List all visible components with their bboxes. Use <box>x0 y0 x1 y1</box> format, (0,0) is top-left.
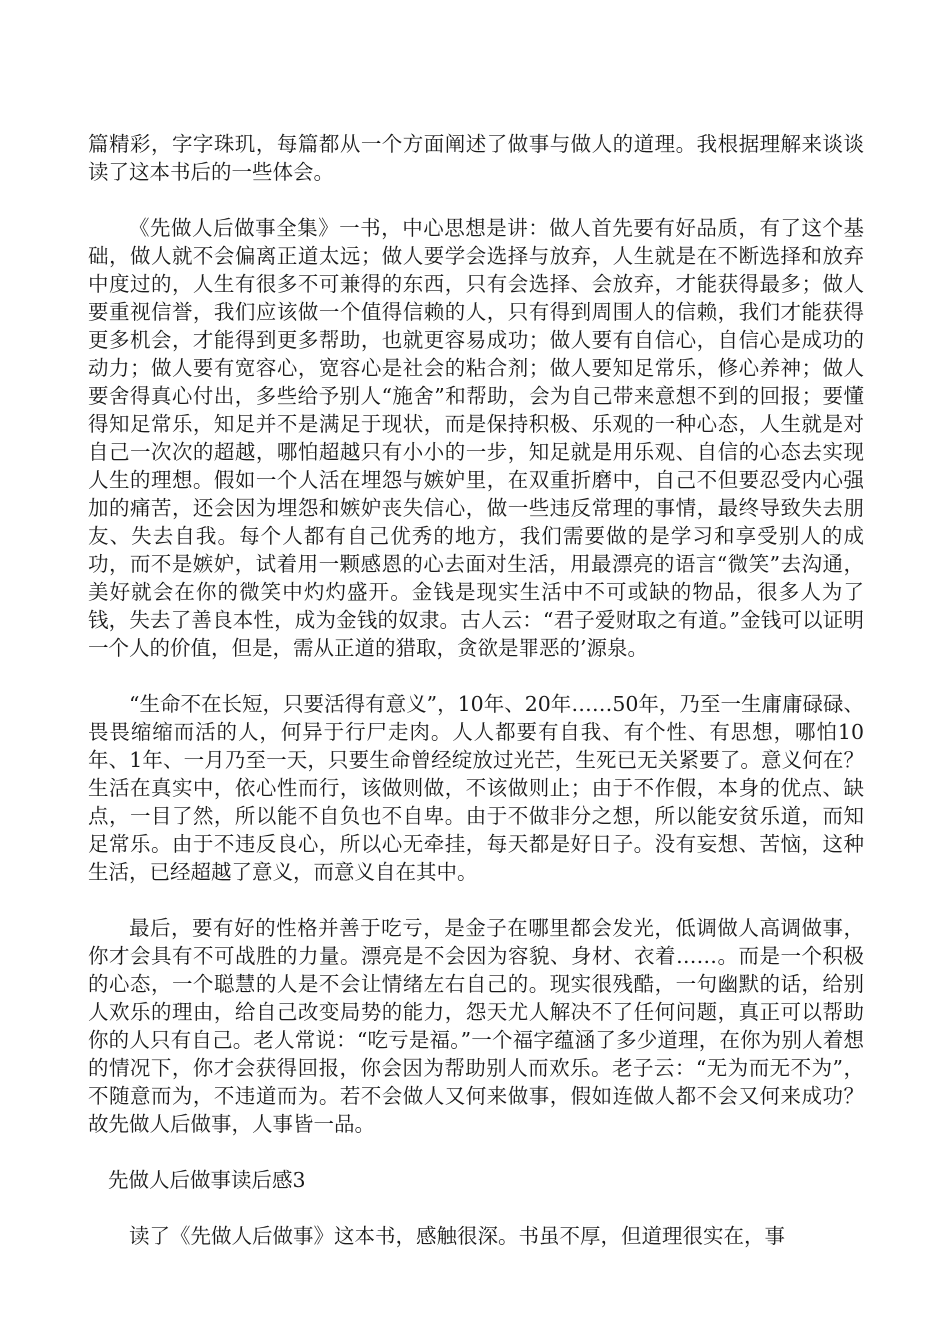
section-title: 先做人后做事读后感3 <box>108 1168 306 1192</box>
paragraph-intro: 篇精彩，字字珠玑，每篇都从一个方面阐述了做事与做人的道理。我根据理解来谈谈读了这本书后的一些体会。 <box>88 132 864 184</box>
paragraph-next-essay-start: 读了《先做人后做事》这本书，感触很深。书虽不厚，但道理很实在，事 <box>129 1224 785 1248</box>
paragraph-meaning-of-life: “生命不在长短，只要活得有意义”，10年、20年……50年，乃至一生庸庸碌碌、畏畏缩缩而活的人，何异于行尸走肉。人人都要有自我、有个性、有思想，哪怕10年、1年、一月乃至一天，只要生命曾经绽放过光芒，生死已无关紧要了。意义何在？生活在真实中，依心性而行，该做则做，不该做则止；由于不作假，本身的优点、缺点，一目了然，所以能不自负也不自卑。由于不做非分之想，所以能安贫乐道，而知足常乐。由于不违反良心，所以心无牵挂，每天都是好日子。没有妄想、苦恼，这种生活，已经超越了意义，而意义自在其中。 <box>88 692 864 884</box>
paragraph-summary: 《先做人后做事全集》一书，中心思想是讲：做人首先要有好品质，有了这个基础，做人就不会偏离正道太远；做人要学会选择与放弃，人生就是在不断选择和放弃中度过的，人生有很多不可兼得的东西，只有会选择、会放弃，才能获得最多；做人要重视信誉，我们应该做一个值得信赖的人，只有得到周围人的信赖，我们才能获得更多机会，才能得到更多帮助，也就更容易成功；做人要有自信心，自信心是成功的动力；做人要有宽容心，宽容心是社会的粘合剂；做人要知足常乐，修心养神；做人要舍得真心付出，多些给予别人“施舍”和帮助，会为自己带来意想不到的回报；要懂得知足常乐，知足并不是满足于现状，而是保持积极、乐观的一种心态，人生就是对自己一次次的超越，哪怕超越只有小小的一步，知足就是用乐观、自信的心态去实现人生的理想。假如一个人活在埋怨与嫉妒里，在双重折磨中，自己不但要忍受内心强加的痛苦，还会因为埋怨和嫉妒丧失信心，做一些违反常理的事情，最终导致失去朋友、失去自我。每个人都有自己优秀的地方，我们需要做的是学习和享受别人的成功，而不是嫉妒，试着用一颗感恩的心去面对生活，用最漂亮的语言“微笑”去沟通，美好就会在你的微笑中灼灼盛开。金钱是现实生活中不可或缺的物品，很多人为了钱，失去了善良本性，成为金钱的奴隶。古人云：“君子爱财取之有道。”金钱可以证明一个人的价值，但是，需从正道的猎取，贪欲是罪恶的’源泉。 <box>88 216 864 660</box>
document-body <box>88 130 864 1278</box>
paragraph-conclusion: 最后，要有好的性格并善于吃亏，是金子在哪里都会发光，低调做人高调做事，你才会具有不可战胜的力量。漂亮是不会因为容貌、身材、衣着……。而是一个积极的心态，一个聪慧的人是不会让情绪左右自己的。现实很残酷，一句幽默的话，给别人欢乐的理由，给自己改变局势的能力，怨天尤人解决不了任何问题，真正可以帮助你的人只有自己。老人常说：“吃亏是福。”一个福字蕴涵了多少道理，在你为别人着想的情况下，你才会获得回报，你会因为帮助别人而欢乐。老子云：“无为而无不为”，不随意而为，不违道而为。若不会做人又何来做事，假如连做人都不会又何来成功？故先做人后做事，人事皆一品。 <box>88 916 864 1136</box>
